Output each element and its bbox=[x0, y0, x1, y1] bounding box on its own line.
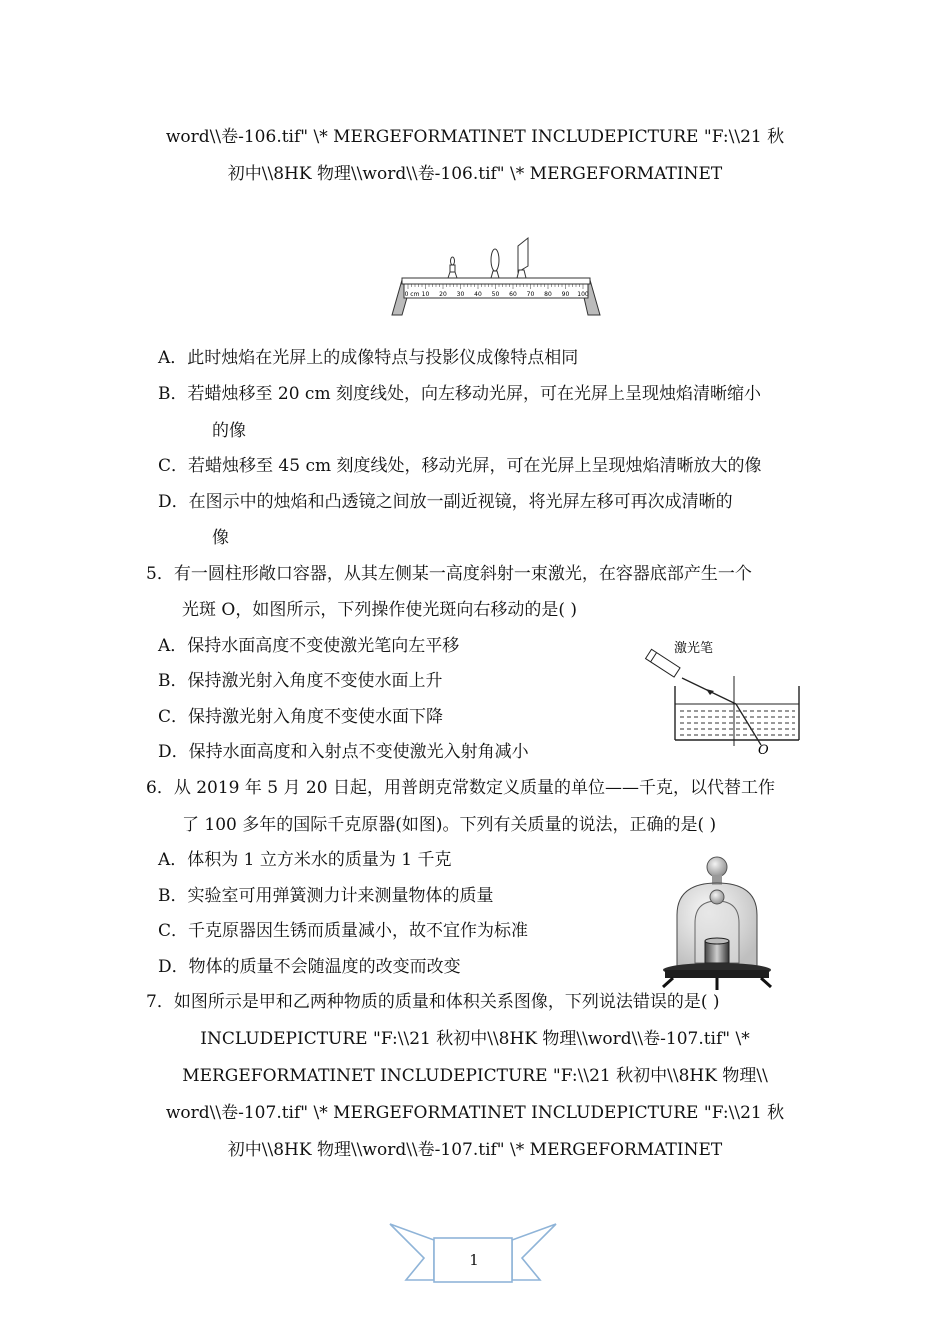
field-code-line-1: word\\卷-106.tif" \* MERGEFORMATINET INCLUDEPICTURE "F:\\21 秋 bbox=[165, 127, 785, 147]
q5-option-d: D．保持水面高度和入射点不变使激光入射角减小 bbox=[158, 742, 529, 762]
q4-option-d: D．在图示中的烛焰和凸透镜之间放一副近视镜，将光屏左移可再次成清晰的 bbox=[158, 492, 733, 512]
q5-stem-cont: 光斑 O，如图所示，下列操作使光斑向右移动的是( ) bbox=[182, 600, 578, 620]
kilogram-prototype-figure bbox=[655, 853, 781, 993]
bench-tick-label: 80 bbox=[544, 291, 552, 298]
bench-tick-label: 60 bbox=[509, 291, 517, 298]
q6-option-b: B．实验室可用弹簧测力计来测量物体的质量 bbox=[158, 886, 494, 906]
bench-tick-label: 20 bbox=[439, 291, 447, 298]
bench-tick-label: 40 bbox=[474, 291, 482, 298]
q4-option-c: C．若蜡烛移至 45 cm 刻度线处，移动光屏，可在光屏上呈现烛焰清晰放大的像 bbox=[158, 456, 762, 476]
q6-option-d: D．物体的质量不会随温度的改变而改变 bbox=[158, 957, 461, 977]
bench-tick-label: 50 bbox=[491, 291, 500, 298]
q5-stem: 5．有一圆柱形敞口容器，从其左侧某一高度斜射一束激光，在容器底部产生一个 bbox=[146, 564, 752, 584]
q6-option-c: C．千克原器因生锈而质量减小，故不宜作为标准 bbox=[158, 921, 529, 941]
q4-option-a: A．此时烛焰在光屏上的成像特点与投影仪成像特点相同 bbox=[158, 348, 579, 368]
q5-option-a: A．保持水面高度不变使激光笔向左平移 bbox=[158, 636, 460, 656]
bench-tick-label: 90 bbox=[561, 291, 570, 298]
bench-tick-label: 30 bbox=[456, 291, 465, 298]
bench-tick-label: 100 bbox=[577, 291, 589, 298]
q7-field-code-3: word\\卷-107.tif" \* MERGEFORMATINET INCLUDEPICTURE "F:\\21 秋 bbox=[165, 1103, 785, 1123]
q5-option-b: B．保持激光射入角度不变使水面上升 bbox=[158, 671, 443, 691]
q7-field-code-1: INCLUDEPICTURE "F:\\21 秋初中\\8HK 物理\\word\\卷-107.tif" \* bbox=[200, 1029, 750, 1049]
q7-stem: 7．如图所示是甲和乙两种物质的质量和体积关系图像，下列说法错误的是( ) bbox=[146, 992, 720, 1012]
bench-tick-label: 0 cm bbox=[404, 291, 420, 298]
laser-pen-label: 激光笔 bbox=[674, 641, 714, 656]
bench-tick-label: 10 bbox=[421, 291, 430, 298]
q7-field-code-4: 初中\\8HK 物理\\word\\卷-107.tif" \* MERGEFORMATINET bbox=[227, 1140, 723, 1160]
q6-stem: 6．从 2019 年 5 月 20 日起，用普朗克常数定义质量的单位——千克，以代替工作 bbox=[146, 778, 775, 798]
laser-container-figure bbox=[638, 636, 808, 761]
page-number: 1 bbox=[469, 1251, 479, 1269]
q4-option-d-cont: 像 bbox=[212, 528, 229, 548]
bench-tick-label: 70 bbox=[526, 291, 535, 298]
optical-bench-figure bbox=[390, 232, 610, 322]
q6-stem-cont: 了 100 多年的国际千克原器(如图)。下列有关质量的说法，正确的是( ) bbox=[182, 815, 717, 835]
field-code-line-2: 初中\\8HK 物理\\word\\卷-106.tif" \* MERGEFORMATINET bbox=[227, 164, 723, 184]
q4-option-b-cont: 的像 bbox=[212, 421, 246, 441]
q4-option-b: B．若蜡烛移至 20 cm 刻度线处，向左移动光屏，可在光屏上呈现烛焰清晰缩小 bbox=[158, 384, 761, 404]
q6-option-a: A．体积为 1 立方米水的质量为 1 千克 bbox=[158, 850, 452, 870]
spot-o-label: O bbox=[758, 743, 769, 758]
q7-field-code-2: MERGEFORMATINET INCLUDEPICTURE "F:\\21 秋初中\\8HK 物理\\ bbox=[182, 1066, 768, 1086]
q5-option-c: C．保持激光射入角度不变使水面下降 bbox=[158, 707, 444, 727]
